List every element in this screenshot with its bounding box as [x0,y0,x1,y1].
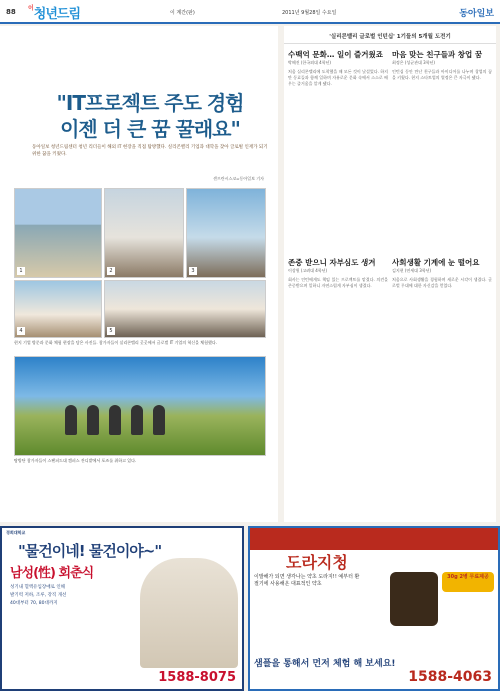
story-2 [392,50,492,81]
story-author: 박해진 (한국외대 4학년) [288,60,331,65]
newspaper-name: 동아일보 [459,9,494,19]
story-1 [288,50,388,87]
ad-pitch: 이발해가 되면 생각나는 약초 도라지!! 예부터 환절기에 사용해온 대표적인 약초 [254,574,360,587]
headline-quote: "IT프로젝트 주도 경험 이젠 더 큰 꿈 꿀래요" [56,91,244,141]
group-photo-caption: 탐방단 참가자들이 스탠퍼드대 캠퍼스 잔디밭에서 포즈를 취하고 있다. [14,458,137,463]
story-body: 처음으로 사회생활을 경험하며 새로운 시각이 생겼다. 글로벌 무대에 대한 자신감을 얻었다. [392,277,492,288]
article-lede: 동아일보 청년드림센터 청년 리더들이 해외 IT 현장을 직접 탐방했다. 실리콘밸리 기업과 대학을 찾아 글로벌 인재가 되기 위한 꿈을 키웠다. [32,145,268,157]
story-body: 회사는 인턴에게도 책임 있는 프로젝트를 맡겼다. 의견을 존중받으며 일하니 자연스럽게 자부심이 생겼다. [288,277,388,288]
ad-phone-number[interactable]: 1588-4063 [408,669,492,685]
ad-model-photo [140,558,238,668]
ad-phone-number[interactable]: 1588-8075 [158,670,236,685]
story-body: 인턴십 동안 만난 친구들과 아이디어를 나누며 창업의 꿈을 키웠다. 현지 스타트업의 열정은 큰 자극이 됐다. [392,69,492,80]
ad-item: 성기내 혈액유입장애로 인해 [10,585,66,590]
story-body: 처음 실리콘밸리에 도착했을 때 모든 것이 낯설었다. 하지만 동료들과 함께 일하며 자유로운 문화 속에서 스스로 배우는 즐거움을 알게 됐다. [288,69,388,86]
product-jar-image [390,572,438,626]
ad-item-list [10,584,130,608]
intern-stories-column [284,26,496,522]
story-title: 사회생활 기계에 눈 떨어요 [392,258,480,267]
story-title: 마음 맞는 친구들과 창업 꿈 [392,50,483,59]
ad-headline: "물건이네! 물건이야~" [18,542,162,560]
masthead-logo: $^이$청년드림 [28,5,81,22]
story-author: 이상원 (고려대 4학년) [288,268,328,273]
group-silhouettes [65,405,225,439]
story-author: 최정은 (성균관대 3학년) [392,60,435,65]
photo-3: 3 [186,188,266,278]
ad-item: 40대부터 70, 80대까지 [10,601,58,606]
advertisement-product[interactable] [248,526,500,691]
photo-5: 5 [104,280,266,338]
story-title: 존중 받으니 자부심도 생겨 [288,258,376,267]
page-number: 88 [6,8,16,16]
story-3 [288,258,388,289]
edition-label: 이 계간(판) [170,10,195,16]
free-sample-badge: 30g 2병 무료제공 [442,572,494,592]
story-title: 수백억 문화… 일이 즐거웠죠 [288,50,384,59]
ad-top-band [250,528,498,550]
byline: 샌프란시스코=동아일보 기자 [213,176,264,181]
feature-article [0,26,278,522]
issue-date: 2011년 9월28일 수요일 [282,10,337,16]
advertisement-clinic[interactable] [0,526,244,691]
photo-1: 1 [14,188,102,278]
column-kicker: '실리콘밸리 글로벌 인턴십' 1기들의 5개월 도전기 [284,32,496,44]
photo-4: 4 [14,280,102,338]
ad-subhead: 남성(性) 회춘식 [10,566,94,581]
story-author: 김지현 (연세대 3학년) [392,268,432,273]
photo-caption: 현지 기업 방문과 문화 체험 현장을 담은 사진들. 참가자들이 실리콘밸리 곳곳에서 글로벌 IT 기업의 혁신을 체험했다. [14,340,217,345]
group-photo [14,356,266,456]
page-header [0,0,500,24]
ad-company: 경희대학교 [6,530,26,535]
ad-callout: 샘플을 통해서 먼저 체험 해 보세요! [254,659,396,669]
story-4 [392,258,492,289]
ad-item: 발기력 저하, 조루, 강직 개선 [10,593,67,598]
photo-2: 2 [104,188,184,278]
ad-brand: 도라지청 [286,553,348,572]
